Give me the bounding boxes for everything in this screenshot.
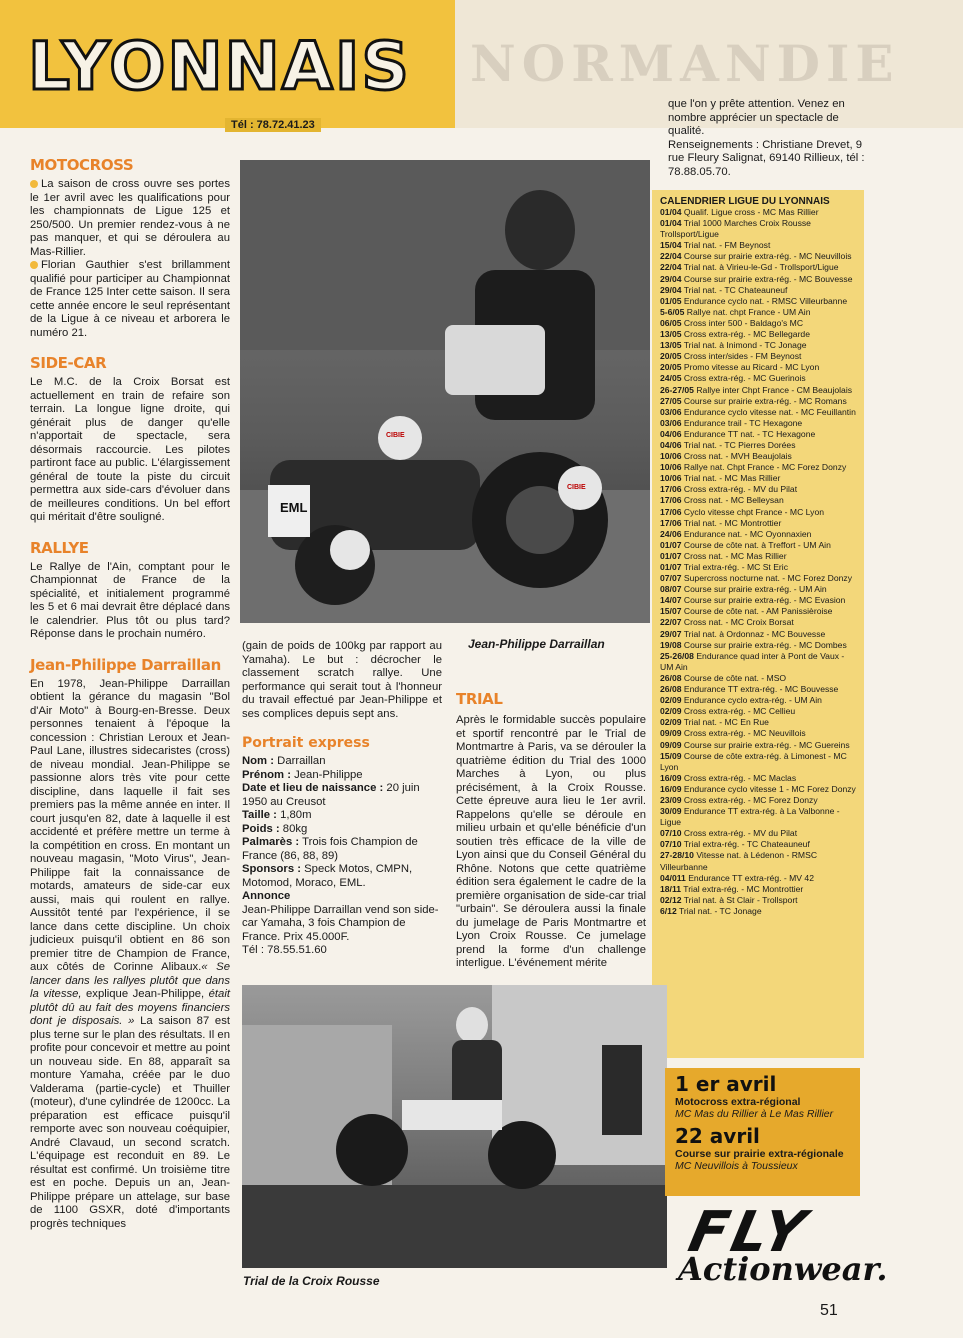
calendar-entry-text: Supercross nocturne nat. - MC Forez Donzy <box>683 573 853 584</box>
calendar-entry <box>660 529 856 540</box>
brand-tagline: Actionwear. <box>678 1250 888 1288</box>
calendar-entry-text: Course de côte extra-rég. à Limonest - MC Lyon <box>660 750 847 772</box>
jpd-text <box>30 678 230 1232</box>
nom-label: Nom : <box>242 755 275 767</box>
calendar-entry <box>660 695 856 706</box>
nom-value: Darraillan <box>274 755 326 767</box>
calendar-entry-date: 5-6/05 <box>660 306 685 317</box>
portrait-text <box>242 755 442 958</box>
calendar-entry-date: 01/05 <box>660 295 682 306</box>
calendar-entry-text: Trial nat. - MC En Rue <box>683 717 769 728</box>
calendar-entry-text: Trial nat. à Ordonnaz - MC Bouvesse <box>683 628 826 639</box>
calendar-entry-date: 09/09 <box>660 739 682 750</box>
heading-sidecar: SIDE-CAR <box>30 354 107 372</box>
calendar-entry <box>660 795 856 806</box>
calendar-entry-text: Endurance cyclo vitesse nat. - MC Feuillantin <box>683 406 856 417</box>
calendar-entry-text: Rallye nat. Chpt France - MC Forez Donzy <box>683 462 847 473</box>
calendar-list <box>660 207 856 917</box>
calendar-entry <box>660 706 856 717</box>
calendar-entry-text: Endurance nat. - MC Oyonnaxien <box>683 528 812 539</box>
sticker-cibie-2: CIBIE <box>567 484 586 491</box>
calendar-entry-date: 29/04 <box>660 273 682 284</box>
calendar-entry-date: 08/07 <box>660 584 682 595</box>
calendar-entry <box>660 296 856 307</box>
taille-value: 1,80m <box>276 809 312 821</box>
calendar-entry <box>660 207 856 218</box>
calendar-entry <box>660 784 856 795</box>
calendar-entry-date: 03/06 <box>660 406 682 417</box>
portrait-heading: Portrait express <box>242 735 370 751</box>
calendar-entry-text: Endurance TT extra-rég. - MV 42 <box>688 872 814 883</box>
sponsors-value: Speck Motos, CMPN, Motomod, Moraco, EML. <box>242 863 413 889</box>
calendar-entry <box>660 318 856 329</box>
prenom-label: Prénom : <box>242 768 291 781</box>
calendar-entry-date: 22/04 <box>660 262 682 273</box>
motocross-p2: Florian Gauthier s'est brillamment qualifié pour participer au Championnat de France 125 Inter cette saison. Il sera cette année encore le seul représentant de la Ligue à ce niveau et arborera le numéro 21. <box>30 259 230 339</box>
calendar-entry-date: 01/07 <box>660 550 682 561</box>
calendar-entry-date: 15/09 <box>660 750 682 761</box>
calendar-entry-text: Cross extra-rég. - MV du Pilat <box>683 828 798 839</box>
calendar-entry-text: Trial nat. à Inimond - TC Jonage <box>683 340 807 351</box>
calendar-entry-date: 13/05 <box>660 329 682 340</box>
calendar-entry-date: 04/06 <box>660 428 682 439</box>
calendar-entry <box>660 673 856 684</box>
calendar-entry <box>660 240 856 251</box>
calendar-entry-date: 18/11 <box>660 883 682 894</box>
calendar-entry-text: Cross extra-rég. - MC Maclas <box>683 772 797 783</box>
calendar-entry-date: 04/011 <box>660 872 686 883</box>
calendar-entry <box>660 396 856 407</box>
calendar-entry-date: 17/06 <box>660 484 682 495</box>
calendar-entry-date: 24/05 <box>660 373 682 384</box>
calendar-entry <box>660 385 856 396</box>
calendar-entry-text: Cross nat. - MVH Beaujolais <box>683 451 792 462</box>
calendar-entry-text: Trial nat. - TC Pierres Dorées <box>683 439 796 450</box>
calendar-entry-text: Endurance TT extra-rég. - MC Bouvesse <box>683 684 839 695</box>
calendar-entry-date: 04/06 <box>660 439 682 450</box>
ad-date-2: 22 avril <box>675 1124 760 1148</box>
calendar-entry-text: Promo vitesse au Ricard - MC Lyon <box>683 362 820 373</box>
calendar-entry-date: 15/04 <box>660 240 682 251</box>
calendar-entry <box>660 351 856 362</box>
heading-trial: TRIAL <box>456 690 503 708</box>
palmares-value: Trois fois Champion de France (86, 88, 89) <box>242 836 418 862</box>
calendar-entry-text: Trial 1000 Marches Croix Rousse Trollsport/Ligue <box>660 218 811 240</box>
calendar-entry-date: 09/09 <box>660 728 682 739</box>
calendar-entry-text: Endurance TT nat. - TC Hexagone <box>683 428 816 439</box>
calendar-entry-text: Endurance cyclo nat. - RMSC Villeurbanne <box>683 295 848 306</box>
palmares-label: Palmarès : <box>242 836 300 848</box>
calendar-entry-date: 16/09 <box>660 783 682 794</box>
heading-jpd: Jean-Philippe Darraillan <box>30 655 221 674</box>
calendar-entry <box>660 839 856 850</box>
calendar-entry <box>660 518 856 529</box>
calendar-entry <box>660 407 856 418</box>
calendar-entry-text: Course de côte nat. - MSO <box>683 672 787 683</box>
calendar-entry <box>660 573 856 584</box>
calendar-entry-date: 02/09 <box>660 706 682 717</box>
calendar-entry <box>660 418 856 429</box>
calendar-entry <box>660 895 856 906</box>
calendar-entry <box>660 451 856 462</box>
bullet-icon <box>30 261 38 269</box>
calendar-entry-text: Cross extra-rég. - MC Guerinois <box>683 373 806 384</box>
photo2-caption: Trial de la Croix Rousse <box>243 1274 380 1288</box>
calendar-entry-date: 26-27/05 <box>660 384 694 395</box>
calendar-entry <box>660 262 856 273</box>
calendar-entry <box>660 462 856 473</box>
trial-continued <box>668 98 866 179</box>
calendar-entry <box>660 740 856 751</box>
calendar-entry-text: Rallye inter Chpt France - CM Beaujolais <box>696 384 853 395</box>
calendar-entry-text: Trial extra-rég. - MC St Eric <box>683 562 788 572</box>
calendar-entry <box>660 562 856 573</box>
jpd-quote-mid: explique Jean-Philippe, <box>81 988 209 1000</box>
calendar-entry-text: Course de côte nat. - AM Panissièroise <box>683 606 833 617</box>
page-title: LYONNAIS <box>28 28 411 105</box>
calendar-entry-date: 02/12 <box>660 894 682 905</box>
calendar-entry-date: 03/06 <box>660 417 682 428</box>
calendar-entry-text: Endurance TT extra-rég. à La Valbonne - Ligue <box>660 806 840 828</box>
calendar-entry <box>660 484 856 495</box>
sticker-eml: EML <box>280 500 308 515</box>
calendar-entry <box>660 551 856 562</box>
jpd-continued: (gain de poids de 100kg par rapport au Yamaha). Le but : décrocher le classement scratch rallye. Une performance qui serait tout à l'honneur du travail effectué par Jean-Philippe et ses complices depuis sept ans. <box>242 640 442 720</box>
heading-motocross: MOTOCROSS <box>30 156 134 174</box>
calendar-entry <box>660 429 856 440</box>
calendar-entry-text: Qualif. Ligue cross - MC Mas Rillier <box>683 207 819 217</box>
calendar-entry-date: 02/09 <box>660 695 682 706</box>
bullet-icon <box>30 180 38 188</box>
calendar-entry-text: Cross nat. - MC Croix Borsat <box>683 617 794 628</box>
calendar-entry <box>660 507 856 518</box>
calendar-entry <box>660 218 856 240</box>
calendar-entry-text: Trial nat. - TC Jonage <box>678 905 762 916</box>
calendar-entry <box>660 285 856 296</box>
sponsors-label: Sponsors : <box>242 863 301 875</box>
calendar-entry <box>660 651 856 673</box>
calendar-entry-text: Cross nat. - MC Mas Rillier <box>683 550 787 561</box>
calendar-entry-date: 27-28/10 <box>660 850 694 861</box>
portrait-box <box>242 735 442 958</box>
poids-label: Poids : <box>242 822 280 835</box>
calendar-entry-text: Endurance cyclo vitesse 1 - MC Forez Donzy <box>683 783 856 794</box>
header-tel: Tél : 78.72.41.23 <box>225 118 321 132</box>
calendar-entry-text: Trial nat. à Virieu-le-Gd - Trollsport/Ligue <box>683 262 839 273</box>
calendar-entry <box>660 495 856 506</box>
calendar-entry-text: Cross extra-rég. - MC Bellegarde <box>683 329 810 340</box>
calendar-box <box>652 190 864 1058</box>
jpd-p2: La saison 87 est plus terne sur le plan des résultats. Il en profite pour concevoir et mettre au point un nouveau side. En 88, apparaît sa monture Yamaha, créée par le duo Valderama (partie-cycle) et Thuiller (moteur), d'une cylindrée de 1200cc. La préparation est efficace puisqu'il remporte avec son nouveau coéquipier, André Clavaud, un second scratch. L'équipage est reconduit en 89. Le résultat est confirmé. Un troisième titre est en poche. Depuis un an, Jean-Philippe prépare un attelage, sur base de 1100 GSXR, doté d'importants progrès techniques <box>30 1015 230 1230</box>
calendar-entry-text: Course sur prairie extra-rég. - MC Guereins <box>683 739 850 750</box>
calendar-entry <box>660 773 856 784</box>
calendar-entry <box>660 584 856 595</box>
calendar-entry <box>660 640 856 651</box>
prenom-value: Jean-Philippe <box>290 768 363 781</box>
calendar-entry-date: 20/05 <box>660 351 682 362</box>
calendar-entry <box>660 617 856 628</box>
ad-club-1: MC Mas du Rillier à Le Mas Rillier <box>675 1108 834 1120</box>
calendar-entry <box>660 440 856 451</box>
calendar-entry-date: 17/06 <box>660 506 682 517</box>
left-column <box>30 156 230 1231</box>
annonce-tel: Tél : 78.55.51.60 <box>242 944 327 956</box>
calendar-entry-text: Trial nat. - MC Mas Rillier <box>683 473 781 484</box>
calendar-entry-text: Cross inter/sides - FM Beynost <box>683 351 802 362</box>
ghost-title: NORMANDIE <box>470 34 900 93</box>
calendar-entry <box>660 906 856 917</box>
trial-illustration <box>242 985 667 1268</box>
calendar-entry <box>660 251 856 262</box>
page-number: 51 <box>820 1302 838 1319</box>
calendar-entry-date: 20/05 <box>660 362 682 373</box>
calendar-title: CALENDRIER LIGUE DU LYONNAIS <box>660 196 830 207</box>
calendar-entry <box>660 828 856 839</box>
calendar-entry <box>660 884 856 895</box>
calendar-entry-date: 6/12 <box>660 905 677 916</box>
date-value: 20 juin 1950 au Creusot <box>242 782 420 808</box>
calendar-entry-date: 14/07 <box>660 595 682 606</box>
calendar-entry-text: Cross nat. - MC Belleysan <box>683 495 784 506</box>
calendar-entry <box>660 629 856 640</box>
calendar-entry <box>660 274 856 285</box>
calendar-entry-text: Cross extra-rég. - MC Cellieu <box>683 706 796 717</box>
calendar-entry-text: Course sur prairie extra-rég. - UM Ain <box>683 584 827 595</box>
calendar-entry-date: 17/06 <box>660 495 682 506</box>
calendar-entry-text: Endurance quad inter à Pont de Vaux - UM Ain <box>660 650 845 672</box>
calendar-entry <box>660 362 856 373</box>
calendar-entry-date: 22/07 <box>660 617 682 628</box>
calendar-entry-date: 26/08 <box>660 684 682 695</box>
calendar-entry <box>660 850 856 872</box>
taille-label: Taille : <box>242 809 277 821</box>
calendar-entry-text: Trial nat. à St Clair - Trollsport <box>683 894 798 905</box>
calendar-entry-text: Cross inter 500 - Baldago's MC <box>683 317 804 328</box>
sidecar-text: Le M.C. de la Croix Borsat est actuellement en train de refaire son terrain. La longue ligne droite, qui générait plus de danger qu'elle n'apportait de spectacle, sera désormais raccourcie. Les pilotes partiront face au public. L'élargissement général de toute la piste du circuit permettra aux side-cars d'évoluer dans de meilleures conditions. Un bel effort qui méritait d'être souligné. <box>30 376 230 523</box>
jpd-quote2: était plutôt dû au fait des moyens financiers dont je disposais. » <box>30 988 230 1027</box>
calendar-entry-date: 29/04 <box>660 284 682 295</box>
motocross-p1: La saison de cross ouvre ses portes le 1er avril avec les qualifications pour les championnats de Ligue 125 et 250/500. Un premier rendez-vous à ne pas manquer, et qui se déroulera au Mas-Rillier. <box>30 178 230 258</box>
calendar-entry <box>660 307 856 318</box>
trial-column <box>456 690 646 971</box>
sticker-cibie-1: CIBIE <box>386 432 405 439</box>
calendar-entry-text: Cross extra-rég. - MV du Pilat <box>683 484 798 495</box>
calendar-entry-date: 07/07 <box>660 573 682 584</box>
calendar-entry <box>660 684 856 695</box>
calendar-entry <box>660 717 856 728</box>
calendar-entry-text: Cross extra-rég. - MC Neuvillois <box>683 728 806 739</box>
calendar-entry <box>660 751 856 773</box>
ad-club-2: MC Neuvillois à Toussieux <box>675 1160 798 1172</box>
calendar-entry-date: 29/07 <box>660 628 682 639</box>
calendar-entry-date: 23/09 <box>660 794 682 805</box>
calendar-entry-date: 10/06 <box>660 451 682 462</box>
calendar-entry-date: 24/06 <box>660 528 682 539</box>
photo1-caption: Jean-Philippe Darraillan <box>468 637 605 651</box>
calendar-entry-text: Trial nat. - FM Beynost <box>683 240 771 251</box>
ad-date-1: 1 er avril <box>675 1072 777 1096</box>
calendar-entry-date: 25-26/08 <box>660 650 694 661</box>
calendar-entry <box>660 473 856 484</box>
calendar-entry-date: 30/09 <box>660 806 682 817</box>
date-label: Date et lieu de naissance : <box>242 782 384 794</box>
calendar-entry-date: 13/05 <box>660 340 682 351</box>
calendar-entry <box>660 373 856 384</box>
trial-p3: Renseignements : Christiane Drevet, 9 rue Fleury Salignat, 69140 Rillieux, tél : 78.88.05.70. <box>668 138 865 178</box>
poids-value: 80kg <box>279 822 308 835</box>
calendar-entry <box>660 340 856 351</box>
calendar-entry-date: 27/05 <box>660 395 682 406</box>
photo-darraillan-sidecar <box>240 160 650 623</box>
jpd-p1: En 1978, Jean-Philippe Darraillan obtient la gérance du magasin "Bol d'Air Moto" à Bourg-en-Bresse. Deux personnes tenaient à l'époque la concession : Christian Leroux et Jean-Paul Lane, illustres sidecaristes (cross) de niveau mondial. Jean-Philippe se passionne alors très vite pour cette discipline, dans laquelle il fait ses premiers pas la même année en inter. Il court jusqu'en 82, date à laquelle il est accidenté et préfère mettre un terme à la compétition en cross. En montant un nouveau magasin, "Moto Virus", Jean-Philippe fait la connaissance de motards, amateurs de side-car eux aussi, mais qui roulent en rallye. Aussitôt tenté par l'expérience, il se lance dans cette discipline. Un choix judicieux puisqu'il obtient en 86 son premier titre de Champion de France, aux côtés de Corinne Alibaux. <box>30 677 230 973</box>
calendar-entry <box>660 329 856 340</box>
jpd-quote1: « Se lancer dans les rallyes plutôt que dans la vitesse, <box>30 961 230 1000</box>
ad-event-1: Motocross extra-régional <box>675 1096 801 1108</box>
calendar-entry-text: Course sur prairie extra-rég. - MC Evasion <box>683 595 846 606</box>
motocross-text <box>30 178 230 340</box>
calendar-entry <box>660 873 856 884</box>
calendar-entry-date: 01/07 <box>660 539 682 550</box>
calendar-entry-date: 22/04 <box>660 251 682 262</box>
events-ad-box <box>665 1068 860 1196</box>
calendar-entry-text: Cyclo vitesse chpt France - MC Lyon <box>683 506 824 517</box>
calendar-entry <box>660 728 856 739</box>
calendar-entry-text: Rallye nat. chpt France - UM Ain <box>686 306 811 317</box>
calendar-entry-text: Trial extra-rég. - MC Montrottier <box>683 883 804 894</box>
trial-text: Après le formidable succès populaire et sportif rencontré par le Trial de Montmartre à Paris, va se dérouler la quatrième édition du Trial des 1000 Marches à Lyon, ou plus précisément, à la Croix Rousse. Cette épreuve aura lieu le 1er avril. Rappelons qu'elle se déroule en milieu urbain et qu'elle bénéficie d'un soutien très efficace de la ville de Lyon ainsi que du Conseil Général du Rhône. Notons que cette quatrième édition sera également le cadre de la première organisation de side-car trial "urbain". Se déroulera aussi la finale du jumelage de Paris Montmartre et Lyon Croix Rousse. Ce jumelage prend la forme d'un challenge interligue. L'événement mérite <box>456 714 646 969</box>
calendar-entry-date: 07/10 <box>660 828 682 839</box>
calendar-entry-date: 06/05 <box>660 317 682 328</box>
calendar-entry-text: Endurance cyclo extra-rég. - UM Ain <box>683 695 822 706</box>
calendar-entry-text: Cross extra-rég. - MC Forez Donzy <box>683 794 818 805</box>
trial-p2: que l'on y prête attention. Venez en nombre apprécier un spectacle de qualité. <box>668 98 845 137</box>
photo-trial-croix-rousse <box>242 985 667 1268</box>
calendar-entry-text: Trial nat. - MC Montrottier <box>683 517 782 528</box>
calendar-entry-date: 01/04 <box>660 207 682 217</box>
calendar-entry-date: 01/07 <box>660 562 682 572</box>
calendar-entry-date: 17/06 <box>660 517 682 528</box>
ad-event-2: Course sur prairie extra-régionale <box>675 1148 844 1160</box>
brand-logo: FLY <box>683 1200 815 1265</box>
calendar-entry-date: 16/09 <box>660 772 682 783</box>
calendar-entry <box>660 806 856 828</box>
calendar-entry-date: 10/06 <box>660 462 682 473</box>
calendar-entry-text: Course sur prairie extra-rég. - MC Bouvesse <box>683 273 853 284</box>
calendar-entry-date: 01/04 <box>660 218 682 229</box>
calendar-entry-date: 19/08 <box>660 639 682 650</box>
calendar-entry-text: Trial nat. - TC Chateauneuf <box>683 284 788 295</box>
calendar-entry-date: 07/10 <box>660 839 682 850</box>
calendar-entry-text: Course sur prairie extra-rég. - MC Dombes <box>683 639 847 650</box>
calendar-entry-text: Vitesse nat. à Lédenon - RMSC Villeurbanne <box>660 850 818 872</box>
calendar-entry-date: 15/07 <box>660 606 682 617</box>
calendar-entry-date: 02/09 <box>660 717 682 728</box>
calendar-entry-date: 10/06 <box>660 473 682 484</box>
calendar-entry <box>660 606 856 617</box>
calendar-entry-text: Course de côte nat. à Treffort - UM Ain <box>683 539 831 550</box>
sidecar-illustration <box>240 160 650 623</box>
calendar-entry-text: Endurance trail - TC Hexagone <box>683 417 803 428</box>
heading-rallye: RALLYE <box>30 538 89 557</box>
annonce-label: Annonce <box>242 890 291 902</box>
calendar-entry-text: Course sur prairie extra-rég. - MC Romans <box>683 395 847 406</box>
rallye-text: Le Rallye de l'Ain, comptant pour le Championnat de France de la spécialité, et initialement programmé les 5 et 6 mai devrait être déplacé dans le calendrier. Plus tôt ou plus tard? Réponse dans le prochain numéro. <box>30 560 230 640</box>
calendar-entry <box>660 540 856 551</box>
calendar-entry-text: Trial extra-rég. - TC Chateauneuf <box>683 839 810 850</box>
calendar-entry <box>660 595 856 606</box>
calendar-entry-text: Course sur prairie extra-rég. - MC Neuvillois <box>683 251 852 262</box>
calendar-entry-date: 26/08 <box>660 672 682 683</box>
annonce-value: Jean-Philippe Darraillan vend son side-car Yamaha, 3 fois Champion de France. Prix 45.000F. <box>242 903 439 943</box>
